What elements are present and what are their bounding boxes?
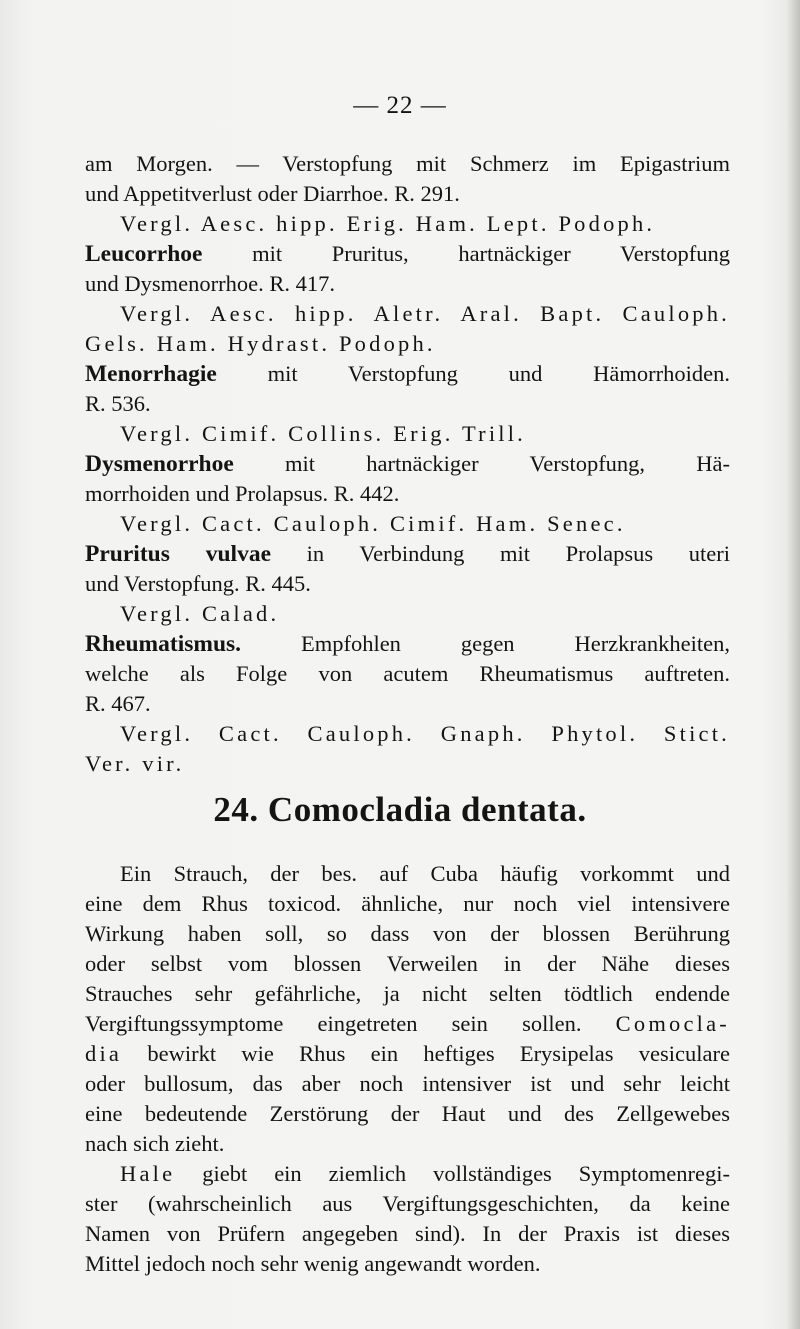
text-line: Strauches sehr gefährliche, ja nicht selten tödtlich endende (85, 981, 730, 1006)
reference-line: Vergl. Cact. Cauloph. Gnaph. Phytol. Stict. (120, 721, 730, 746)
reference-line: Vergl. Cact. Cauloph. Cimif. Ham. Senec. (120, 511, 626, 536)
entry-keyword: Dysmenorrhoe (85, 451, 234, 477)
entry-text: mit Pruritus, hartnäckiger Verstopfung (252, 241, 730, 266)
spaced-name: dia (85, 1041, 123, 1066)
reference-line: Ver. vir. (85, 751, 185, 776)
text-line: nach sich zieht. (85, 1131, 225, 1156)
text-line: Ein Strauch, der bes. auf Cuba häufig vorkommt und (120, 861, 730, 886)
entry-menorrhagie (85, 360, 730, 388)
section-heading: 24. Comocladia dentata. (213, 790, 587, 829)
text-line: oder selbst vom blossen Verweilen in der Nähe dieses (85, 951, 730, 976)
text-line (85, 1010, 730, 1037)
entry-text: in Verbindung mit Prolapsus uteri (306, 541, 730, 566)
text-segment: Vergiftungssymptome eingetreten sein sollen. (85, 1011, 582, 1036)
entry-text: Empfohlen gegen Herzkrankheiten, (300, 631, 730, 656)
entry-rheumatismus (85, 630, 730, 658)
text-line: welche als Folge von acutem Rheumatismus auftreten. (85, 661, 730, 686)
entry-leucorrhoe (85, 240, 730, 268)
entry-keyword: Leucorrhoe (85, 241, 203, 267)
text-line: Namen von Prüfern angegeben sind). In der Praxis ist dieses (85, 1221, 730, 1246)
text-line: eine bedeutende Zerstörung der Haut und des Zellgewebes (85, 1101, 730, 1126)
text-line: und Appetitverlust oder Diarrhoe. R. 291. (85, 181, 460, 206)
text-segment: bewirkt wie Rhus ein heftiges Erysipelas vesiculare (147, 1041, 731, 1066)
text-line: Mittel jedoch noch sehr wenig angewandt worden. (85, 1251, 541, 1276)
entry-keyword: Pruritus vulvae (85, 541, 272, 567)
text-line: oder bullosum, das aber noch intensiver ist und sehr leicht (85, 1071, 730, 1096)
entry-text: mit hartnäckiger Verstopfung, Hä- (285, 451, 730, 476)
reference-line: Vergl. Aesc. hipp. Aletr. Aral. Bapt. Cauloph. (120, 301, 730, 326)
spaced-name: Hale (120, 1161, 176, 1186)
entry-dysmenorrhoe (85, 450, 730, 478)
text-line: R. 467. (85, 691, 151, 716)
entry-keyword: Rheumatismus. (85, 631, 242, 657)
text-line: ster (wahrscheinlich aus Vergiftungsgeschichten, da keine (85, 1191, 730, 1216)
text-line: morrhoiden und Prolapsus. R. 442. (85, 481, 400, 506)
text-line: am Morgen. — Verstopfung mit Schmerz im Epigastrium (85, 151, 730, 176)
text-line: und Dysmenorrhoe. R. 417. (85, 271, 335, 296)
reference-line: Vergl. Calad. (120, 601, 280, 626)
page-number: — 22 — (353, 92, 447, 119)
text-line: R. 536. (85, 391, 151, 416)
entry-pruritus-vulvae (85, 540, 730, 568)
page-spine-shadow (786, 0, 800, 1329)
reference-line: Vergl. Aesc. hipp. Erig. Ham. Lept. Podoph. (120, 211, 656, 236)
text-line: Wirkung haben soll, so dass von der blossen Berührung (85, 921, 730, 946)
entry-keyword: Menorrhagie (85, 361, 217, 387)
text-line (85, 1040, 730, 1067)
entry-text: mit Verstopfung und Hämorrhoiden. (267, 361, 730, 386)
reference-line: Gels. Ham. Hydrast. Podoph. (85, 331, 436, 356)
text-line: und Verstopfung. R. 445. (85, 571, 311, 596)
text-line (120, 1160, 730, 1187)
text-line: eine dem Rhus toxicod. ähnliche, nur noch viel intensivere (85, 891, 730, 916)
text-segment: giebt ein ziemlich vollständiges Symptomenregi- (202, 1161, 730, 1186)
spaced-name: Comocla- (615, 1011, 730, 1036)
reference-line: Vergl. Cimif. Collins. Erig. Trill. (120, 421, 527, 446)
